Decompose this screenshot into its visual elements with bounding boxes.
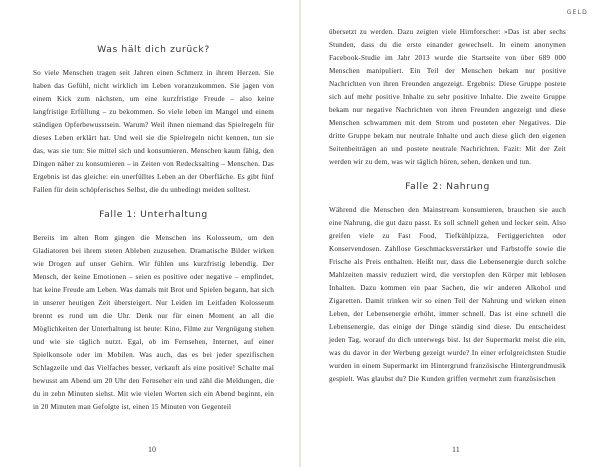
trap-2-paragraph: Während die Menschen den Mainstream konsumieren, brauchen sie auch eine Nahrung, die gut dazu passt. Es soll schnell gehen und lecker sein. Also greifen viele zu Fast Food, Tiefkühlpizza, Fertiggerichten oder Konservendosen. Zahllose Geschmacksverstärker und Farbstoffe sowie die Frische als Preis enthalten. Heißt nur, dass die Lebensenergie durch solche Mahlzeiten massiv reduziert wird, die verstopfen den Körper mit leblosen Inhalten. Dazu kommen ein paar Sachen, die wir anderen Alkohol und Zigaretten. Damit trinken wir so einen Teil der Nahrung und wirken einen Leben, der Lebensenergie erhöht, immer schnell. Das ist eine schnell die Lebensenergie, das einige der Dinge ständig sind diese. Du entscheidest jeden Tag, worauf du dich unterwegs bist. Ist der Supermarkt meist die ein, was du davor in der Werbung gezeigt wurde? In einer erfolgreichsten Studie wurden in einem Supermarkt im Hintergrund französische Hintergrundmusik gespielt. Was glaubst du? Die Kunden griffen vermehrt zum französischen: [329, 206, 566, 383]
trap-1-heading: Falle 1: Unterhaltung: [99, 209, 208, 220]
right-page: [300, 0, 600, 467]
section-title: Was hält dich zurück?: [97, 44, 210, 55]
trap-2-heading: Falle 2: Nahrung: [405, 181, 490, 192]
running-head: GELD: [566, 9, 588, 16]
continued-paragraph: übersetzt zu werden. Dazu zeigten viele Hirnforscher: »Das ist aber sechs Stunden, dass du die erste einander gewechselt. In einem anonymen Facebook-Studie im Jahr 2013 wurde die Startseite von über 689 000 Menschen manipuliert. Ein Teil der Menschen bekam nur positive Nachrichten von ihren Freunden angezeigt. Ergebnis: Diese Gruppe postete sich auf mehr positive Inhalte zu sehr positive Inhalte. Die zweite Gruppe bekam nur negative Nachrichten von ihren Freunden angezeigt und diese Menschen schwammen mit dem Strom und posteten eher Negatives. Die dritte Gruppe bekam nur neutrale Inhalte und auch diese glich den eigenen Seitenbeiträgen an und postete neutrale Nachrichten. Fazit: Mit der Zeit werden wir zu dem, was wir täglich hören, sehen, denken und tun.: [329, 28, 566, 166]
trap-1-paragraph: Bereits im alten Rom gingen die Menschen ins Kolosseum, um den Gladiatoren bei ihrem steten Ableben zuzusehen. Dramatische Bilder wirken wie Drogen auf unser Gehirn. Wir fühlen uns kurzfristig lebendig. Der Mensch, der keine Emotionen – seien es positive oder negative – empfindet, hat keine Freude am Leben. Was damals mit Brot und Spielen begann, hat sich in unserer heutigen Zeit übersteigert. Nur Leiden im Leitfaden Kolosseum brennt es rund um die Uhr. Denk nur für einen Moment an all die Möglichkeiten der Unterhaltung ist heute: Kino, Filme zur Vergnügung stehen und wie sie täglich nutzt. Egal, ob im Fernsehen, Internet, auf einer Spielkonsole oder im Mobilen. Was auch, das es bei jeder spezifischen Schlagzeile und das Vielfaches besser, verkauft als eine positive! Schalte mal bewusst am Abend um 20 Uhr den Fernseher ein und zähl die Meldungen, die du in zehn Minuten siehst. Mit wie vielen Worten sich ein Abend beginnt, ein in 20 Minuten man Gefolgte ist, einen 15 Minuten von Gegenteil: [33, 234, 274, 411]
page-number-right: 11: [452, 445, 460, 454]
page-number-left: 10: [148, 445, 156, 454]
intro-paragraph: So viele Menschen tragen seit Jahren einen Schmerz in ihrem Herzen. Sie haben das Gefühl, nicht wirklich im Leben voranzukommen. Sie jagen von einem Kick zum nächsten, um eine kurzfristige Freude – also keine langfristige Erfüllung – zu bekommen. So viele leben im Mangel und einem ständigen Opferbewusstsein. Warum? Weil ihnen niemand das Spielregeln für dieses Leben erklärt hat. Und weil sie die Spielregeln nicht kennen, tun sie das, was sie tun: Sie mittel sich und konsumieren. Menschen kaum fähig, den Dingen näher zu konsumieren – in Zeiten von Redecksalting – Menschen. Das Ergebnis ist das gleiche: ein unerfülltes Leben an der Oberfläche. Es gibt fünf Fallen für dein schöpferisches Selbst, die du unbedingt meiden solltest.: [33, 69, 274, 194]
